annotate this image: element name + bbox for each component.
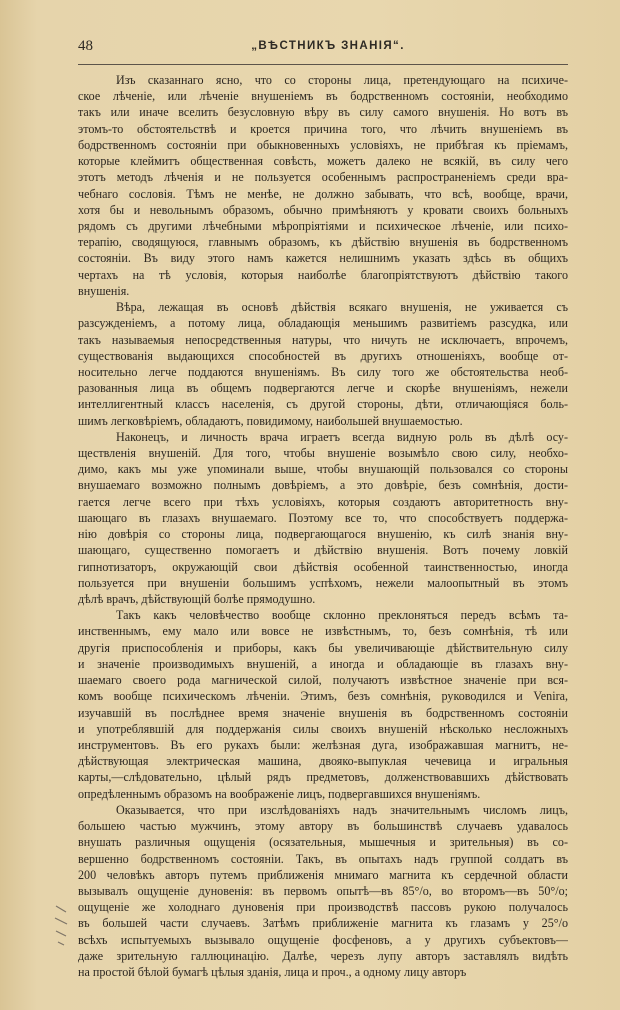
text-line: инструментовъ. Въ его рукахъ были: желѣзная дуга, изображавшая магнитъ, не- — [78, 737, 568, 752]
text-line: большею частью мужчинъ, этому автору въ большинствѣ случаевъ удавалось — [78, 819, 568, 834]
text-line: шаемаго своего рода магнической силой, получаютъ извѣстное значеніе при вся- — [78, 673, 568, 688]
text-line: Такъ какъ человѣчество вообще склонно преклоняться передъ всѣмъ та- — [116, 608, 568, 623]
text-line: такъ или иначе вселить безусловную вѣру въ силу самого внушенія. Но вотъ въ — [78, 105, 568, 120]
text-line: 200 человѣкъ авторъ путемъ приближенія мнимаго магнита къ сердечной области — [78, 867, 568, 882]
text-line: хотя бы и невольнымъ образомъ, обычно примѣняютъ у кровати своихъ больныхъ — [78, 202, 568, 217]
text-line: даже зрительную галлюцинацію. Далѣе, черезъ лупу авторъ заставлялъ видѣть — [78, 948, 568, 963]
text-line: карты,—слѣдовательно, цѣлый рядъ предметовъ, долженствовавшихъ дѣйствовать — [78, 770, 568, 785]
text-line: бодрственномъ состояніи при обыкновенныхъ условіяхъ, не прибѣгая къ пріемамъ, — [78, 137, 568, 152]
text-line: пользуется при внушеніи большимъ успѣхомъ, нежели малоопытный въ этомъ — [78, 575, 568, 590]
text-line: опредѣленнымъ образомъ на воображеніе лицъ, подвергавшихся внушеніямъ. — [78, 786, 481, 801]
text-line: интеллигентный классъ населенія, съ другой стороны, дѣти, отличающіяся боль- — [78, 397, 568, 412]
text-line: димо, какъ мы уже упоминали выше, чтобы внушающій пользовался со стороны — [78, 462, 568, 477]
text-line: ощущеніе же холоднаго дуновенія при производствѣ пассовъ рукою получалось — [78, 900, 568, 915]
text-line: Наконецъ, и личность врача играетъ всегда видную роль въ дѣлѣ осу- — [116, 429, 568, 444]
text-line: внушать различныя ощущенія (осязательныя, мышечныя и зрительныя) въ со- — [78, 835, 568, 850]
paragraph — [78, 299, 568, 429]
article-body — [78, 72, 568, 980]
text-line: дѣлѣ врачъ, дѣйствующій болѣе прямодушно. — [78, 592, 316, 606]
text-line: этотъ методъ лѣченія и не пользуется особеннымъ распространеніемъ среди вра- — [78, 170, 568, 185]
text-line: и значеніе производимыхъ внушеній, а иногда и обладающіе въ глазахъ вну- — [78, 656, 568, 671]
running-head: „ВѢСТНИКЪ ЗНАНІЯ“. — [251, 40, 405, 52]
text-line: носительно легче поддаются внушеніямъ. Въ силу того же обстоятельства необ- — [78, 364, 568, 379]
text-line: шающаго въ глазахъ внушаемаго. Поэтому все то, что способствуетъ поддержа- — [78, 510, 568, 525]
text-line: и употреблявшій для поддержанія силы своихъ внушеній нѣсколько несложныхъ — [78, 721, 568, 736]
text-line: гипнотизаторъ, окружающій свои дѣйствія особенной таинственностью, иногда — [78, 559, 568, 574]
text-line: шающаго, существенно помогаетъ и дѣйствію внушенія. Вотъ почему ловкій — [78, 543, 568, 558]
text-line: состояніи. Въ виду этого намъ кажется нелишнимъ указать здѣсь въ общихъ — [78, 251, 568, 266]
text-line: чебнаго сословія. Тѣмъ не менѣе, не должно забывать, что всѣ, вообще, врачи, — [78, 186, 568, 201]
text-line: внушаемаго возможно полнымъ довѣріемъ, а это довѣріе, безъ сомнѣнія, дости- — [78, 478, 568, 493]
pencil-margin-mark — [52, 898, 70, 948]
text-line: существованія выдающихся способностей въ другихъ отношеніяхъ, вообще от- — [78, 348, 568, 363]
text-line: инственнымъ, ему мало или вовсе не извѣстнымъ, то, безъ сомнѣнія, тѣ или — [78, 624, 568, 639]
text-line: терапію, сводящуюся, главнымъ образомъ, къ дѣйствію внушенія въ бодрственномъ — [78, 235, 568, 250]
text-line: Оказывается, что при изслѣдованіяхъ надъ значительнымъ числомъ лицъ, — [116, 802, 568, 817]
text-line: Вѣра, лежащая въ основѣ дѣйствія всякаго внушенія, не уживается съ — [116, 300, 568, 315]
text-line: шимъ легковѣріемъ, обладаютъ, повидимому, наибольшей внушаемостью. — [78, 413, 463, 428]
text-line: Изъ сказаннаго ясно, что со стороны лица, претендующаго на психиче- — [116, 73, 568, 87]
header-rule — [78, 64, 568, 65]
text-line: вершенно бодрственномъ состояніи. Такъ, въ опытахъ надъ группой солдатъ въ — [78, 851, 568, 866]
text-line: вызывалъ ощущеніе дуновенія: въ первомъ опытѣ—въ 85°/о, во второмъ—въ 50°/о; — [78, 883, 568, 898]
text-line: нію довѣрія со стороны лица, подвергающагося внушенію, къ силѣ знанія вну- — [78, 527, 568, 542]
text-line: на простой бѣлой бумагѣ цѣлыя зданія, лица и проч., а одному лицу авторъ — [78, 965, 467, 980]
text-line: ществленія внушеній. Для того, чтобы внушеніе возымѣло свою силу, необхо- — [78, 446, 568, 461]
text-line: ское лѣченіе, или лѣченіе внушеніемъ въ бодрственномъ состояніи, необходимо — [78, 89, 568, 104]
text-line: этомъ-то обстоятельствѣ и кроется причина того, что лѣчить внушеніемъ въ — [78, 121, 568, 136]
paragraph — [78, 72, 568, 299]
text-line: разсужденіемъ, а потому лица, обладающія меньшимъ развитіемъ разсудка, или — [78, 316, 568, 331]
text-line: дѣйствующая электрическая машина, двояко-выпуклая чечевица и игральныя — [78, 754, 568, 769]
text-line: которые клеймитъ общественная совѣсть, можетъ далеко не всякій, въ силу чего — [78, 154, 568, 169]
text-line: гается легче всего при тѣхъ условіяхъ, которыя создаютъ авторитетность вну- — [78, 494, 568, 509]
text-line: разованныя лица въ общемъ подвергаются легче и скорѣе внушеніямъ, нежели — [78, 381, 568, 396]
page-header — [78, 38, 578, 60]
text-line: изучавшій въ послѣднее время значеніе внушенія въ бодрственномъ состояніи — [78, 705, 568, 720]
paragraph — [78, 429, 568, 607]
text-line: другія приспособленія и приборы, какъ бы увеличивающіе дѣйствительную силу — [78, 640, 568, 655]
paragraph — [78, 802, 568, 980]
text-line: рядомъ съ другими лѣчебными мѣропріятіями и психическое лѣченіе, или психо- — [78, 218, 568, 233]
text-line: чертахъ на тѣ условія, которыя наиболѣе благопріятствуютъ дѣйствію такого — [78, 267, 568, 282]
text-line: комъ вообще психическомъ лѣченіи. Этимъ, безъ сомнѣнія, руководился и Venira, — [78, 689, 568, 704]
page-number: 48 — [78, 38, 93, 54]
text-line: такъ называемыя непосредственныя натуры, что ничуть не исключаетъ, впрочемъ, — [78, 332, 568, 347]
paragraph — [78, 607, 568, 802]
text-line: всѣхъ испытуемыхъ вызывало ощущеніе фосфеновъ, а у другихъ субъектовъ— — [78, 932, 568, 947]
text-line: въ большей части случаевъ. Затѣмъ приближеніе магнита къ глазамъ у 25°/о — [78, 916, 568, 931]
text-line: внушенія. — [78, 283, 130, 298]
